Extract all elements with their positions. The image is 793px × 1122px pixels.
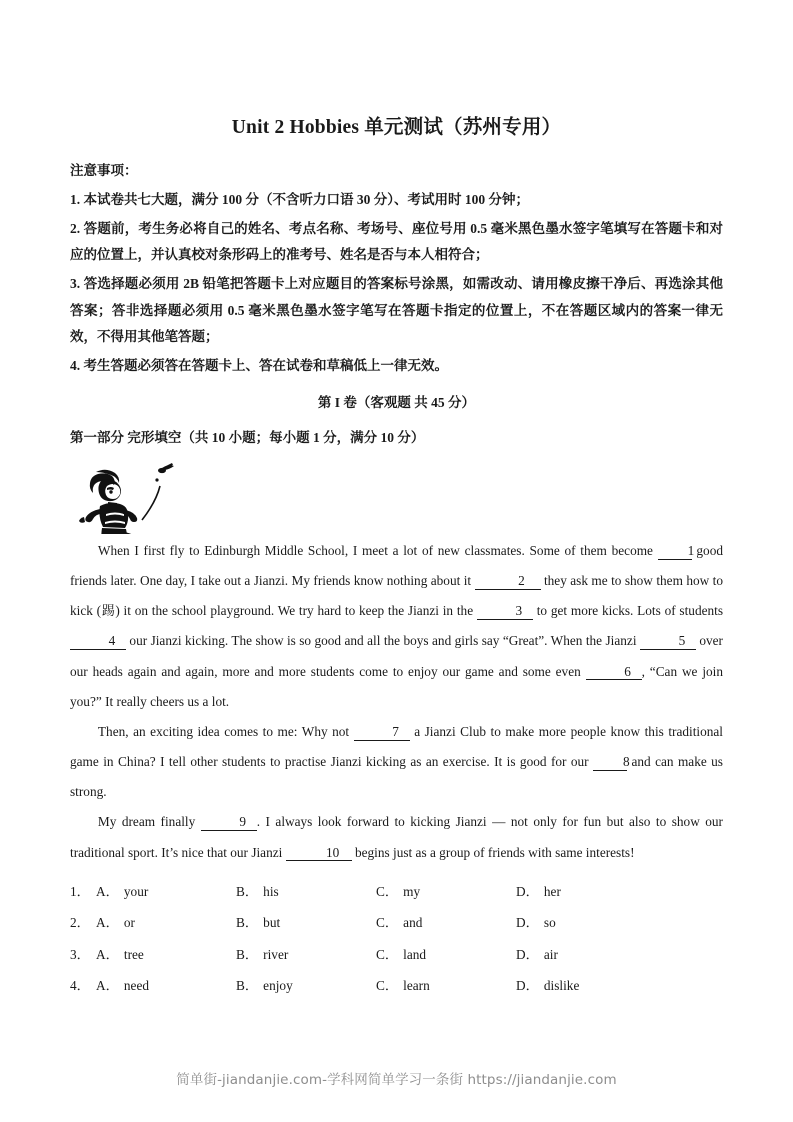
part-one-heading: 第一部分 完形填空（共 10 小题；每小题 1 分，满分 10 分）	[70, 429, 425, 445]
blank-10[interactable]: 10	[286, 846, 352, 862]
option-4-D[interactable]	[516, 970, 656, 1002]
question-number: 1．	[70, 883, 90, 899]
option-row-1	[70, 876, 723, 908]
blank-9[interactable]: 9	[201, 815, 257, 831]
passage-text: . I always look forward to kicking Jianzi — not only for fun but also to show our traditional sport. It’s nice that our Jianzi	[70, 814, 723, 860]
option-text: tree	[123, 946, 144, 962]
blank-2[interactable]: 2	[475, 574, 541, 590]
option-letter: D．	[516, 978, 539, 994]
option-letter: D．	[516, 946, 539, 962]
passage-text: begins just as a group of friends with same interests!	[354, 844, 635, 860]
option-letter: B．	[236, 915, 259, 931]
passage-text: over our heads again and again, more and more students come to enjoy our game and some even	[70, 633, 723, 679]
option-text: her	[543, 883, 561, 899]
option-letter: B．	[236, 978, 259, 994]
option-letter: C．	[376, 883, 399, 899]
option-2-C[interactable]	[376, 907, 516, 939]
option-text: but	[263, 915, 281, 931]
passage-text: , “Can we join you?” It really cheers us a lot.	[70, 663, 724, 709]
option-text: his	[263, 883, 279, 899]
option-row-3	[70, 939, 723, 971]
boy-kicking-jianzi-icon	[76, 462, 186, 534]
option-3-A[interactable]	[96, 939, 236, 971]
option-letter: C．	[376, 978, 399, 994]
question-number: 2．	[70, 915, 90, 931]
option-row-2	[70, 907, 723, 939]
passage-text: Then, an exciting idea comes to me: Why not	[97, 723, 350, 739]
jianzi-illustration	[70, 448, 723, 534]
option-letter: A．	[96, 946, 119, 962]
paper-section-heading: 第 I 卷（客观题 共 45 分）	[317, 395, 476, 411]
option-row-4	[70, 970, 723, 1002]
option-text: river	[263, 946, 289, 962]
option-text: need	[123, 978, 150, 994]
page-title: Unit 2 Hobbies 单元测试（苏州专用）	[231, 117, 562, 138]
option-letter: D．	[516, 883, 539, 899]
passage-paragraph-3	[70, 807, 723, 867]
blank-7[interactable]: 7	[354, 725, 410, 741]
question-number: 3．	[70, 946, 90, 962]
option-3-C[interactable]	[376, 939, 516, 971]
notice-item-2: 2. 答题前，考生务必将自己的姓名、考点名称、考场号、座位号用 0.5 毫米黑色墨水签字笔填写在答题卡和对应的位置上，并认真校对条形码上的准考号、姓名是否与本人相符合；	[70, 220, 723, 263]
option-3-D[interactable]	[516, 939, 656, 971]
option-text: learn	[403, 978, 430, 994]
footer-watermark: 简单街-jiandanjie.com-学科网简单学习一条街 https://jiandanjie.com	[176, 1072, 617, 1088]
option-3-B[interactable]	[236, 939, 376, 971]
option-4-A[interactable]	[96, 970, 236, 1002]
option-letter: B．	[236, 883, 259, 899]
option-text: or	[123, 915, 135, 931]
option-text: air	[543, 946, 558, 962]
option-text: dislike	[543, 978, 580, 994]
notice-heading: 注意事项：	[70, 163, 138, 179]
option-text: enjoy	[263, 978, 293, 994]
option-1-D[interactable]	[516, 876, 656, 908]
notice-item-4: 4. 考生答题必须答在答题卡上、答在试卷和草稿低上一律无效。	[70, 357, 448, 373]
blank-3[interactable]: 3	[477, 604, 533, 620]
option-letter: A．	[96, 883, 119, 899]
passage-text: When I first fly to Edinburgh Middle School, I meet a lot of new classmates. Some of them become	[97, 542, 653, 558]
option-1-A[interactable]	[96, 876, 236, 908]
passage-text: good friends later. One day, I take out a Jianzi. My friends know nothing about it	[70, 542, 723, 589]
options-list	[70, 868, 723, 1002]
option-2-D[interactable]	[516, 907, 656, 939]
option-letter: C．	[376, 915, 399, 931]
option-letter: A．	[96, 978, 119, 994]
notice-item-3: 3. 答选择题必须用 2B 铅笔把答题卡上对应题目的答案标号涂黑，如需改动、请用橡皮擦干净后、再选涂其他答案；答非选择题必须用 0.5 毫米黑色墨水签字笔写在答题卡指定的位置上，不在答题区域内的答案一律无效，不得用其他笔答题；	[70, 276, 723, 345]
passage-text: and can make us strong.	[70, 754, 723, 800]
passage-text: they ask me to show them how to kick (踢) it on the school playground. We try hard to keep the Jianzi in the	[70, 573, 723, 619]
blank-1[interactable]: 1	[658, 544, 692, 560]
option-4-C[interactable]	[376, 970, 516, 1002]
option-2-B[interactable]	[236, 907, 376, 939]
blank-5[interactable]: 5	[640, 634, 696, 650]
cloze-passage	[70, 534, 723, 868]
option-letter: C．	[376, 946, 399, 962]
passage-paragraph-2	[70, 717, 723, 808]
passage-text: our Jianzi kicking. The show is so good and all the boys and girls say “Great”. When the Jianzi	[129, 633, 637, 649]
blank-6[interactable]: 6	[586, 665, 642, 681]
option-text: so	[543, 915, 556, 931]
passage-text: a Jianzi Club to make more people know this traditional game in China? I tell other students to practise Jianzi kicking as an exercise. It is good for our	[70, 723, 723, 770]
option-text: your	[123, 883, 149, 899]
option-4-B[interactable]	[236, 970, 376, 1002]
option-text: land	[403, 946, 427, 962]
option-letter: B．	[236, 946, 259, 962]
option-1-B[interactable]	[236, 876, 376, 908]
option-1-C[interactable]	[376, 876, 516, 908]
option-2-A[interactable]	[96, 907, 236, 939]
option-text: my	[403, 883, 421, 899]
passage-text: My dream finally	[97, 814, 196, 830]
blank-4[interactable]: 4	[70, 634, 126, 650]
passage-paragraph-1	[70, 536, 723, 717]
option-letter: A．	[96, 915, 119, 931]
question-number: 4．	[70, 978, 90, 994]
passage-text: to get more kicks. Lots of students	[536, 603, 724, 619]
blank-8[interactable]: 8	[593, 755, 627, 771]
notice-item-1: 1. 本试卷共七大题，满分 100 分（不含听力口语 30 分）、考试用时 100 分钟；	[70, 192, 529, 208]
option-text: and	[403, 915, 423, 931]
option-letter: D．	[516, 915, 539, 931]
